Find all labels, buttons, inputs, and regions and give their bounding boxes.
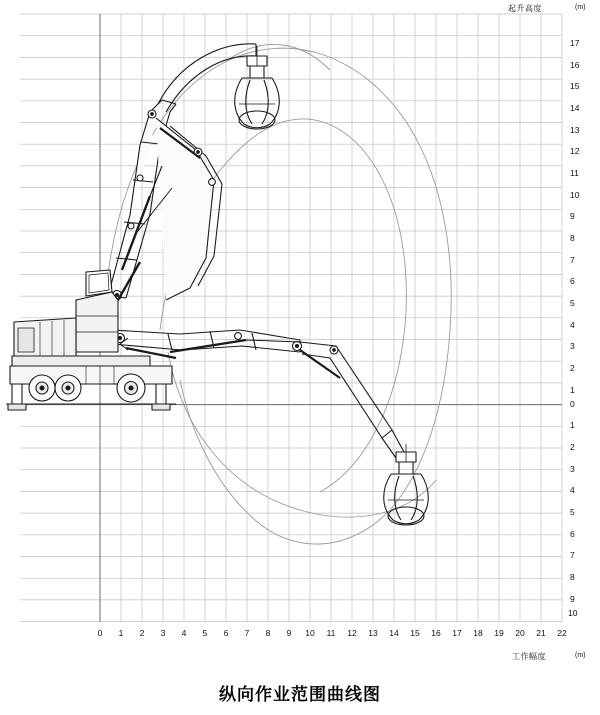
x-tick: 17 (452, 628, 462, 638)
x-tick: 15 (410, 628, 420, 638)
y-tick: 2 (570, 442, 575, 452)
x-tick: 7 (244, 628, 250, 638)
y-tick: 14 (570, 103, 580, 113)
y-tick: 6 (570, 276, 575, 286)
y-tick-zero: 0 (570, 399, 575, 409)
y-tick: 2 (570, 363, 575, 373)
y-tick: 7 (570, 550, 575, 560)
x-tick: 19 (494, 628, 504, 638)
y-tick: 8 (570, 233, 575, 243)
y-tick: 3 (570, 341, 575, 351)
y-tick: 9 (570, 594, 575, 604)
x-axis-unit: (m) (575, 652, 586, 659)
y-tick: 5 (570, 298, 575, 308)
y-tick: 1 (570, 420, 575, 430)
y-tick: 12 (570, 146, 580, 156)
x-tick: 0 (97, 628, 103, 638)
y-tick: 3 (570, 464, 575, 474)
envelope-curves (108, 44, 451, 544)
x-tick: 2 (139, 628, 145, 638)
y-tick: 4 (570, 485, 575, 495)
x-tick: 13 (368, 628, 378, 638)
x-tick: 20 (515, 628, 525, 638)
y-tick: 13 (570, 125, 580, 135)
wheeled-carrier (6, 270, 176, 410)
x-tick: 6 (223, 628, 229, 638)
y-axis-label: 起升高度 (508, 4, 542, 13)
y-tick: 9 (570, 211, 575, 221)
y-tick: 7 (570, 255, 575, 265)
y-tick: 15 (570, 81, 580, 91)
y-tick: 10 (570, 190, 580, 200)
x-tick: 3 (160, 628, 166, 638)
x-tick: 12 (347, 628, 357, 638)
x-axis-label: 工作幅度 (512, 652, 546, 661)
y-tick: 10 (568, 608, 578, 618)
x-tick: 5 (202, 628, 208, 638)
y-tick: 6 (570, 529, 575, 539)
x-tick: 21 (536, 628, 546, 638)
figure-caption: 纵向作业范围曲线图 (219, 685, 381, 705)
x-tick: 16 (431, 628, 441, 638)
y-tick: 11 (570, 168, 579, 178)
y-tick: 8 (570, 572, 575, 582)
x-tick: 10 (305, 628, 315, 638)
y-axis-unit: (m) (575, 4, 586, 11)
machine-lower-pose (112, 330, 428, 525)
x-tick: 1 (118, 628, 124, 638)
x-tick: 11 (326, 628, 336, 638)
x-tick: 9 (286, 628, 292, 638)
y-tick: 4 (570, 320, 575, 330)
x-tick: 4 (181, 628, 187, 638)
y-tick: 17 (570, 38, 580, 48)
x-tick: 14 (389, 628, 399, 638)
y-tick: 1 (570, 385, 575, 395)
x-tick: 18 (473, 628, 483, 638)
x-tick: 8 (265, 628, 271, 638)
y-tick: 16 (570, 60, 580, 70)
y-tick: 5 (570, 507, 575, 517)
grab-upper (235, 46, 280, 129)
x-tick: 22 (557, 628, 567, 638)
